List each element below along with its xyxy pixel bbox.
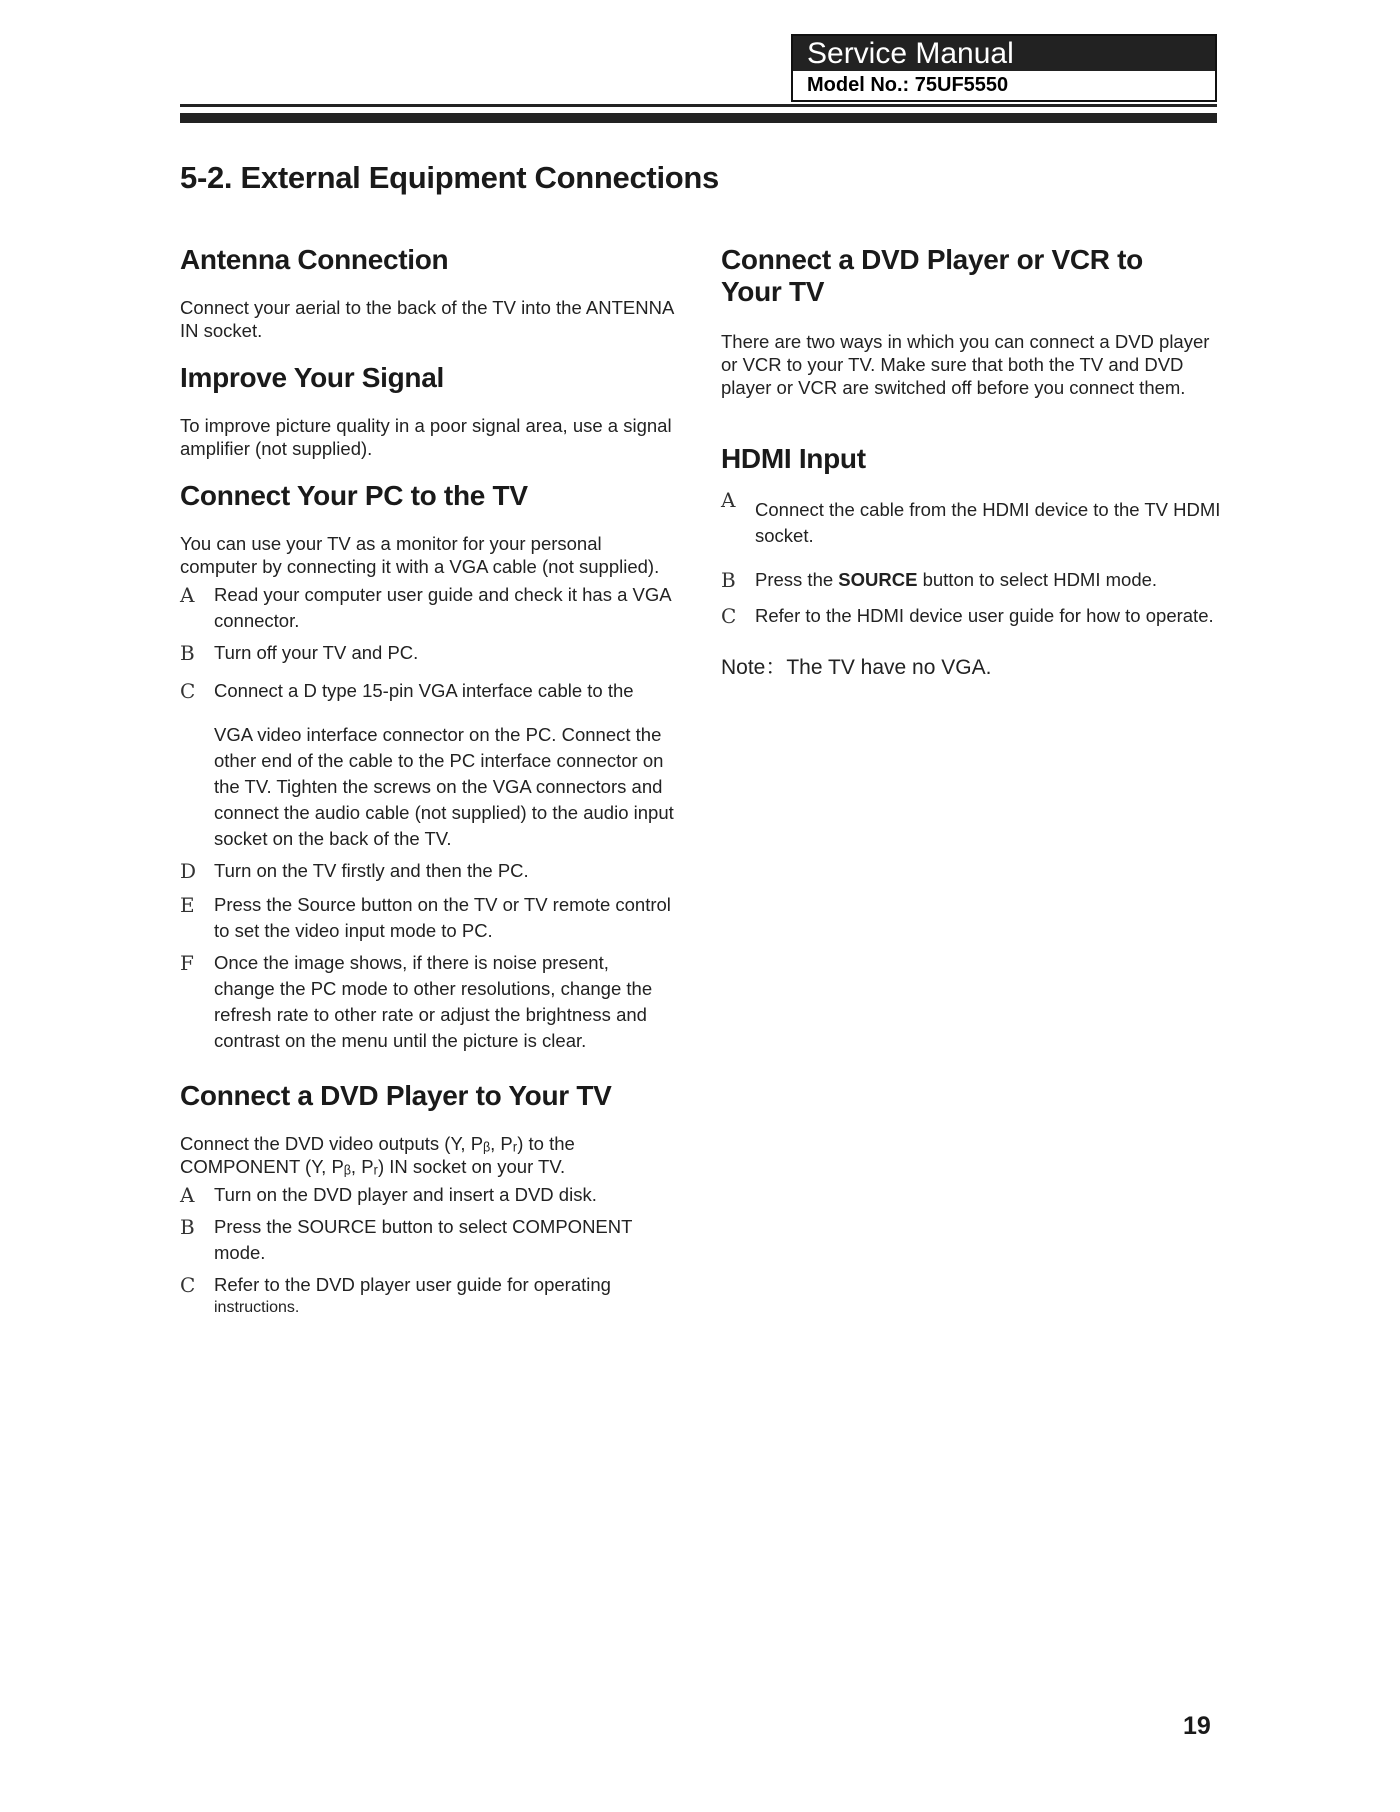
pc-step-a (180, 582, 680, 634)
step-text: Refer to the DVD player user guide for operating (214, 1274, 611, 1295)
step-letter: D (180, 859, 197, 883)
step-text: Connect the cable from the HDMI device to the TV HDMI socket. (755, 499, 1221, 546)
step-text: Press the Source button on the TV or TV remote control to set the video input mode to PC. (214, 894, 671, 941)
source-keyword: SOURCE (838, 569, 918, 590)
pc-step-b (180, 640, 680, 666)
step-letter: C (180, 1273, 196, 1297)
header-rule-thin (180, 104, 1217, 107)
hdmi-step-c (721, 603, 1221, 633)
page-number: 19 (1183, 1712, 1211, 1740)
step-text: Turn off your TV and PC. (214, 642, 419, 663)
pc-step-e (180, 892, 680, 944)
step-text: Read your computer user guide and check it has a VGA connector. (214, 584, 671, 631)
step-letter: F (180, 951, 194, 975)
header-title: Service Manual (793, 36, 1215, 71)
pc-step-c (180, 678, 680, 852)
header-rule-thick (180, 113, 1217, 123)
dvd-body-line2: COMPONENT (Y, Pᵦ, Pᵣ) IN socket on your TV. (180, 1156, 566, 1177)
pc-body: You can use your TV as a monitor for your personal computer by connecting it with a VGA cable (not supplied). (180, 533, 660, 577)
step-letter: C (721, 604, 737, 628)
header-model: Model No.: 75UF5550 (807, 74, 1009, 96)
step-text: Connect a D type 15-pin VGA interface cable to the (214, 680, 634, 701)
vga-note: Note：The TV have no VGA. (721, 656, 992, 679)
step-text-post: button to select HDMI mode. (917, 569, 1158, 590)
section-title: 5-2. External Equipment Connections (180, 160, 719, 195)
pc-step-f (180, 950, 680, 1054)
step-text: Once the image shows, if there is noise present, (214, 952, 609, 973)
step-letter: C (180, 679, 196, 703)
step-text-pre: Press the (755, 569, 839, 590)
signal-heading: Improve Your Signal (180, 362, 444, 393)
right-column (721, 240, 1221, 681)
dvd-heading: Connect a DVD Player to Your TV (180, 1080, 612, 1111)
step-text-continued: VGA video interface connector on the PC. Connect the other end of the cable to the PC interface connector on the TV. Tighten the screws on the VGA connectors and connect the audio cable (not supplied) to the audio input socket on the back of the TV. (214, 724, 674, 849)
header-box (791, 34, 1217, 102)
step-letter: B (180, 1215, 195, 1239)
hdmi-step-a (721, 487, 1221, 549)
step-letter: B (180, 641, 195, 665)
step-text: Press the SOURCE button to select COMPONENT mode. (214, 1216, 633, 1263)
step-letter: E (180, 893, 195, 917)
dvd-step-b (180, 1214, 680, 1266)
antenna-body: Connect your aerial to the back of the TV into the ANTENNA IN socket. (180, 297, 674, 341)
dvd-vcr-body: There are two ways in which you can connect a DVD player or VCR to your TV. Make sure that both the TV and DVD player or VCR are switched off before you connect them. (721, 331, 1210, 398)
pc-step-d (180, 858, 680, 884)
antenna-heading: Antenna Connection (180, 244, 449, 275)
left-column (180, 240, 680, 1318)
step-text: Turn on the DVD player and insert a DVD disk. (214, 1184, 597, 1205)
step-letter: A (180, 583, 195, 607)
dvd-vcr-heading: Connect a DVD Player or VCR to Your TV (721, 244, 1143, 307)
dvd-step-c (180, 1272, 680, 1318)
step-letter: A (180, 1183, 195, 1207)
step-text: Turn on the TV firstly and then the PC. (214, 860, 529, 881)
step-text-continued: instructions. (214, 1299, 300, 1316)
dvd-step-a (180, 1182, 680, 1208)
hdmi-heading: HDMI Input (721, 443, 866, 474)
pc-heading: Connect Your PC to the TV (180, 480, 528, 511)
hdmi-step-b (721, 567, 1221, 593)
dvd-body-line1: Connect the DVD video outputs (Y, Pᵦ, Pᵣ) to the (180, 1133, 575, 1154)
signal-body: To improve picture quality in a poor signal area, use a signal amplifier (not supplied). (180, 415, 672, 459)
step-letter: A (721, 488, 736, 512)
step-text: Refer to the HDMI device user guide for how to operate. (755, 605, 1214, 626)
step-text-continued: change the PC mode to other resolutions, change the refresh rate to other rate or adjust the brightness and contrast on the menu until the picture is clear. (214, 978, 653, 1051)
step-letter: B (721, 568, 736, 592)
